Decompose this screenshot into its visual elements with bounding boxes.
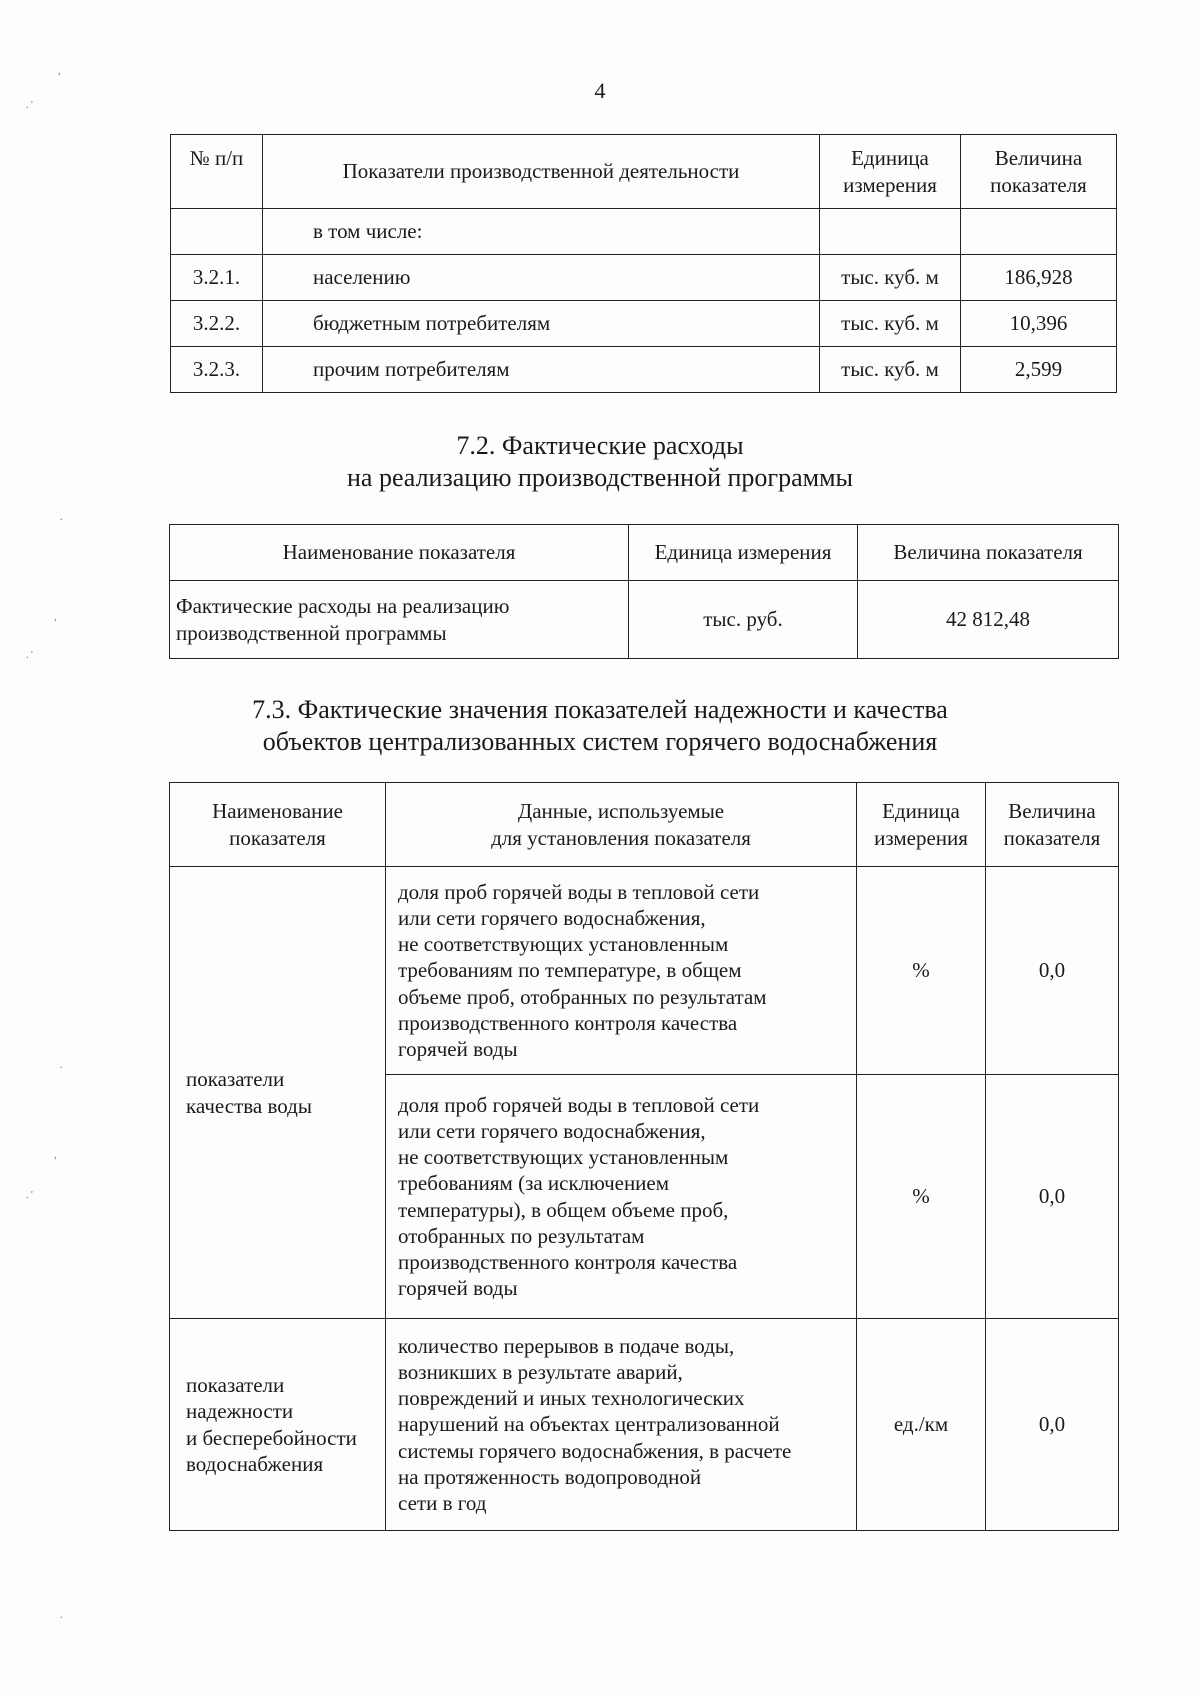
row-data: доля проб горячей воды в тепловой сети или сети горячего водоснабжения, не соответствующих установленным требованиям по температуре, в общем объеме проб, отобранных по результатам производственного контроля качества горячей воды [386, 867, 857, 1075]
scan-mark: . ' [26, 650, 33, 661]
header-data: Данные, используемые для установления показателя [386, 783, 857, 867]
header-value: Величина показателя [858, 525, 1119, 581]
row-unit: % [857, 867, 986, 1075]
scan-mark: , [58, 66, 61, 77]
row-num: 3.2.1. [171, 255, 263, 301]
row-data: количество перерывов в подаче воды, возникших в результате аварий, повреждений и иных технологических нарушений на объектах централизованной системы горячего водоснабжения, в расчете на протяженность водопроводной сети в год [386, 1319, 857, 1531]
table-row [170, 1319, 1119, 1531]
table-header-row [170, 783, 1119, 867]
production-activity-table [170, 134, 1117, 393]
row-unit: ед./км [857, 1319, 986, 1531]
row-value: 2,599 [961, 347, 1117, 393]
row-value: 42 812,48 [858, 581, 1119, 659]
scan-mark: . [60, 1610, 63, 1621]
scan-mark: . [60, 512, 63, 523]
table-row [170, 581, 1119, 659]
row-name: бюджетным потребителям [263, 301, 820, 347]
scan-mark: . ' [26, 100, 33, 111]
section-7-3-title: 7.3. Фактические значения показателей надежности и качества объектов централизованных систем горячего водоснабжения [252, 695, 948, 756]
header-num: № п/п [171, 135, 263, 209]
row-name: населению [263, 255, 820, 301]
row-num: 3.2.3. [171, 347, 263, 393]
scan-mark: , [54, 612, 57, 623]
row-unit: тыс. куб. м [820, 301, 961, 347]
table-row [171, 209, 1117, 255]
row-value: 0,0 [986, 1319, 1119, 1531]
scan-mark: . [60, 1060, 63, 1071]
scan-mark: . ' [26, 1190, 33, 1201]
header-unit: Единица измерения [629, 525, 858, 581]
row-data: доля проб горячей воды в тепловой сети или сети горячего водоснабжения, не соответствующих установленным требованиям (за исключением температуры), в общем объеме проб, отобранных по результатам производственного контроля качества горячей воды [386, 1075, 857, 1319]
header-name: Наименование показателя [170, 783, 386, 867]
section-7-2-title: 7.2. Фактические расходы на реализацию производственной программы [346, 431, 853, 492]
row-num: 3.2.2. [171, 301, 263, 347]
quality-indicators-label: показатели качества воды [170, 867, 386, 1319]
table-row [171, 255, 1117, 301]
reliability-indicators-label: показатели надежности и бесперебойности водоснабжения [170, 1319, 386, 1531]
row-name: Фактические расходы на реализацию производственной программы [170, 581, 629, 659]
header-unit: Единица измерения [857, 783, 986, 867]
header-indicator: Показатели производственной деятельности [263, 135, 820, 209]
reliability-quality-table [169, 782, 1119, 1531]
header-value: Величина показателя [961, 135, 1117, 209]
row-name: прочим потребителям [263, 347, 820, 393]
row-unit: тыс. куб. м [820, 255, 961, 301]
table-row [171, 347, 1117, 393]
page-number: 4 [594, 78, 606, 103]
subheader-label: в том числе: [263, 209, 820, 255]
table-row [170, 867, 1119, 1075]
row-value: 0,0 [986, 867, 1119, 1075]
header-name: Наименование показателя [170, 525, 629, 581]
row-value: 10,396 [961, 301, 1117, 347]
row-unit: тыс. руб. [629, 581, 858, 659]
row-unit: % [857, 1075, 986, 1319]
row-unit: тыс. куб. м [820, 347, 961, 393]
row-value: 186,928 [961, 255, 1117, 301]
scan-mark: , [54, 1150, 57, 1161]
table-header-row [170, 525, 1119, 581]
header-unit: Единица измерения [820, 135, 961, 209]
table-header-row [171, 135, 1117, 209]
actual-expenses-table [169, 524, 1119, 659]
header-value: Величина показателя [986, 783, 1119, 867]
table-row [171, 301, 1117, 347]
row-value: 0,0 [986, 1075, 1119, 1319]
